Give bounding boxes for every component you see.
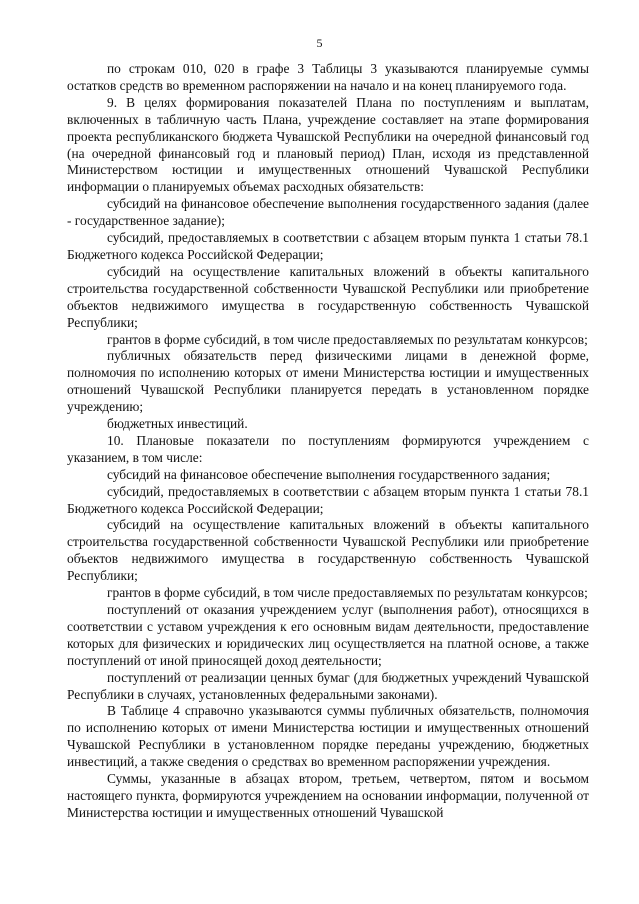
paragraph: субсидий на финансовое обеспечение выполнения государственного задания; [107, 466, 551, 482]
paragraph: поступлений от реализации ценных бумаг (для бюджетных учреждений Чувашской Республики в случаях, установленных федеральными законами). [67, 669, 589, 702]
paragraph: грантов в форме субсидий, в том числе предоставляемых по результатам конкурсов; [107, 331, 588, 347]
paragraph: субсидий, предоставляемых в соответствии с абзацем вторым пункта 1 статьи 78.1 Бюджетного кодекса Российской Федерации; [67, 230, 589, 262]
paragraph: субсидий на финансовое обеспечение выполнения государственного задания (далее - государственное задание); [67, 196, 589, 229]
paragraph: публичных обязательств перед физическими лицами в денежной форме, полномочия по исполнению которых от имени Министерства юстиции и имущественных отношений Чувашской Республики планируется передать в установленном порядке учреждению; [67, 348, 589, 415]
paragraph: Суммы, указанные в абзацах втором, третьем, четвертом, пятом и восьмом настоящего пункта, формируются учреждением на основании информации, полученной от Министерства юстиции и имущественных отношений Чувашской [67, 771, 589, 820]
paragraph: субсидий на осуществление капитальных вложений в объекты капитального строительства государственной собственности Чувашской Республики или приобретение объектов недвижимого имущества в государственную собственность Чувашской Республики; [67, 263, 589, 330]
paragraph: грантов в форме субсидий, в том числе предоставляемых по результатам конкурсов; [107, 585, 588, 601]
page-number: 5 [316, 36, 323, 50]
paragraph: бюджетных инвестиций. [107, 416, 248, 432]
document-body [67, 61, 589, 822]
paragraph: 10. Плановые показатели по поступлениям формируются учреждением с указанием, в том числе: [67, 432, 589, 465]
paragraph: субсидий, предоставляемых в соответствии с абзацем вторым пункта 1 статьи 78.1 Бюджетного кодекса Российской Федерации; [67, 483, 589, 516]
paragraph: поступлений от оказания учреждением услуг (выполнения работ), относящихся в соответствии с уставом учреждения к его основным видам деятельности, предоставление которых для физических и юридических лиц осуществляется на платной основе, а также поступлений от иной приносящей доход деятельности; [67, 602, 589, 668]
paragraph: по строкам 010, 020 в графе 3 Таблицы 3 указываются планируемые суммы остатков средств во временном распоряжении на начало и на конец планируемого года. [67, 61, 589, 93]
paragraph: 9. В целях формирования показателей Плана по поступлениям и выплатам, включенных в табличную часть Плана, учреждение составляет на этапе формирования проекта республиканского бюджета Чувашской Республики на очередной финансовый год (на очередной финансовый год и плановый период) План, исходя из представленной Министерством юстиции и имущественных отношений Чувашской Республики информации о планируемых объемах расходных обязательств: [67, 94, 589, 195]
paragraph: субсидий на осуществление капитальных вложений в объекты капитального строительства государственной собственности Чувашской Республики или приобретение объектов недвижимого имущества в государственную собственность Чувашской Республики; [67, 517, 589, 584]
paragraph: В Таблице 4 справочно указываются суммы публичных обязательств, полномочия по исполнению которых от имени Министерства юстиции и имущественных отношений Чувашской Республики в установленном порядке переданы учреждению, бюджетных инвестиций, а также сведения о средствах во временном распоряжении учреждения. [67, 703, 589, 770]
